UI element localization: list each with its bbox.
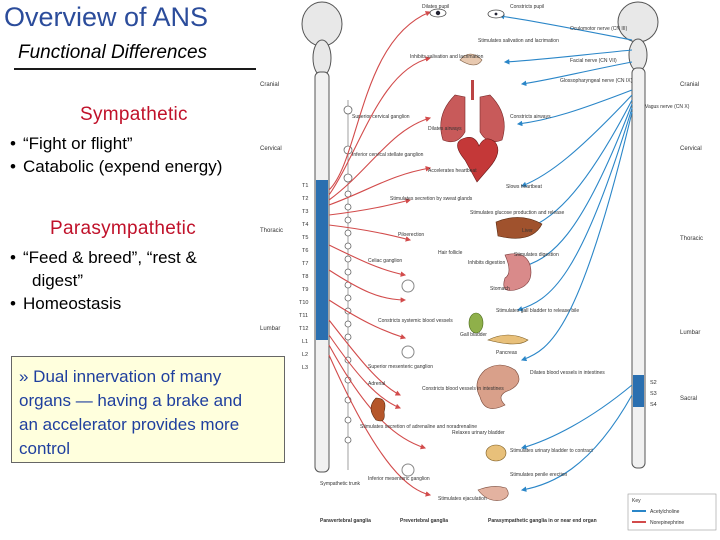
effect-label: Dilates pupil xyxy=(422,4,450,10)
region-label: Cranial xyxy=(680,82,700,88)
callout-line: an accelerator provides more xyxy=(19,415,240,434)
segment-label: T8 xyxy=(302,274,309,280)
segment-label: S3 xyxy=(650,391,657,397)
parasympathetic-heading: Parasympathetic xyxy=(50,218,197,239)
sympathetic-bullet: • Catabolic (expend energy) xyxy=(10,155,222,178)
effect-label: Constricts pupil xyxy=(510,4,545,10)
ganglion-label: Superior cervical ganglion xyxy=(352,114,410,120)
ganglion-label: Sympathetic trunk xyxy=(320,481,361,487)
region-label: Lumbar xyxy=(680,330,701,336)
right-spinal-cord xyxy=(618,2,658,468)
sympathetic-pathways xyxy=(329,12,430,495)
dual-innervation-callout xyxy=(11,356,285,463)
ganglion-label: Inferior cervical stellate ganglion xyxy=(352,152,424,158)
right-region-labels xyxy=(680,82,703,402)
nerve-label: Facial nerve (CN VII) xyxy=(570,58,617,64)
effect-label: Relaxes urinary bladder xyxy=(452,430,505,436)
region-label: Lumbar xyxy=(260,326,281,332)
effect-label: Dilates airways xyxy=(428,126,462,132)
legend-title: Key xyxy=(632,498,641,504)
effect-label: Inhibits salivation and lacrimation xyxy=(410,54,484,60)
segment-label: T3 xyxy=(302,209,309,215)
effect-label: Dilates blood vessels in intestines xyxy=(530,370,605,376)
segment-label: T1 xyxy=(302,183,309,189)
ganglion-label: Inferior mesenteric ganglion xyxy=(368,476,430,482)
lungs-icon xyxy=(441,95,505,142)
effect-label: Inhibits digestion xyxy=(468,260,506,266)
organ-label: Gall bladder xyxy=(460,332,487,338)
effect-label: Stimulates digestion xyxy=(514,252,559,258)
ganglion-icon xyxy=(402,346,414,358)
effect-label: Stimulates salivation and lacrimation xyxy=(478,38,559,44)
effect-label: Constricts systemic blood vessels xyxy=(378,318,453,324)
sympathetic-effect-labels xyxy=(360,4,505,502)
nerve-label: Vagus nerve (CN X) xyxy=(645,104,690,110)
ganglion-icon xyxy=(402,464,414,476)
effect-label: Constricts blood vessels in intestines xyxy=(422,386,504,392)
liver-icon xyxy=(496,217,542,238)
region-label: Thoracic xyxy=(260,228,284,234)
effect-label: Slows heartbeat xyxy=(506,184,542,190)
callout-line: organs — having a brake and xyxy=(19,391,243,410)
sympathetic-bullet: • “Fight or flight” xyxy=(10,132,222,155)
callout-line: » Dual innervation of many xyxy=(19,367,222,386)
effect-label: Accelerates heartbeat xyxy=(428,168,477,174)
left-region-labels xyxy=(260,82,283,332)
segment-label: L1 xyxy=(302,339,309,345)
slide-subtitle: Functional Differences xyxy=(18,42,208,63)
bottom-labels xyxy=(320,518,597,524)
legend xyxy=(628,494,716,530)
bottom-label: Parasympathetic ganglia in or near end organ xyxy=(488,518,597,524)
effect-label: Stimulates glucose production and release xyxy=(470,210,565,216)
parasympathetic-bullet: • Homeostasis xyxy=(10,292,197,315)
parasympathetic-bullets xyxy=(10,246,197,315)
ganglion-label: Superior mesenteric ganglion xyxy=(368,364,434,370)
effect-label: Stimulates gall bladder to release bile xyxy=(496,308,580,314)
effect-label: Stimulates urinary bladder to contract xyxy=(510,448,593,454)
sympathetic-bullets xyxy=(10,132,222,178)
callout-line: control xyxy=(19,439,71,458)
segment-label: S2 xyxy=(650,380,657,386)
region-label: Cervical xyxy=(260,146,282,152)
segment-label: T10 xyxy=(299,300,309,306)
organ-label: Pancreas xyxy=(496,350,518,356)
legend-item: Acetylcholine xyxy=(650,509,680,515)
heart-icon xyxy=(458,137,498,182)
segment-label: L3 xyxy=(302,365,309,371)
region-label: Sacral xyxy=(680,396,698,402)
segment-label: T5 xyxy=(302,235,309,241)
pancreas-icon xyxy=(488,335,528,344)
ganglion-labels xyxy=(320,114,433,487)
parasympathetic-bullet-continued: digest” xyxy=(32,271,84,290)
segment-label: T12 xyxy=(299,326,309,332)
gall-bladder-icon xyxy=(469,313,483,333)
subtitle-underline xyxy=(14,68,256,70)
adrenal-kidney-icon xyxy=(371,398,385,421)
organ-label: Stomach xyxy=(490,286,510,292)
region-label: Cranial xyxy=(260,82,280,88)
region-label: Thoracic xyxy=(680,236,704,242)
effect-label: Stimulates secretion of adrenaline and noradrenaline xyxy=(360,424,478,430)
slide-title: Overview of ANS xyxy=(4,2,209,32)
segment-label: T6 xyxy=(302,248,309,254)
organ-label: Liver xyxy=(522,228,533,234)
bottom-label: Prevertebral ganglia xyxy=(400,518,449,524)
effect-label: Stimulates penile erection xyxy=(510,472,568,478)
nerve-label: Oculomotor nerve (CN III) xyxy=(570,26,628,32)
nerve-label: Glossopharyngeal nerve (CN IX) xyxy=(560,78,633,84)
legend-item: Norepinephrine xyxy=(650,520,685,526)
ganglion-label: Celiac ganglion xyxy=(368,258,403,264)
segment-label: T11 xyxy=(299,313,309,319)
segment-label: T4 xyxy=(302,222,309,228)
region-label: Cervical xyxy=(680,146,702,152)
effect-label: Constricts airways xyxy=(510,114,551,120)
segment-label: T7 xyxy=(302,261,309,267)
ganglion-icon xyxy=(402,280,414,292)
parasympathetic-bullet: • “Feed & breed”, “rest & xyxy=(10,246,197,269)
effect-label: Stimulates secretion by sweat glands xyxy=(390,196,473,202)
ans-diagram xyxy=(260,0,720,540)
segment-label: T9 xyxy=(302,287,309,293)
effect-label: Stimulates ejaculation xyxy=(438,496,487,502)
bottom-label: Paravertebral ganglia xyxy=(320,518,371,524)
segment-label: S4 xyxy=(650,402,657,408)
segment-label: T2 xyxy=(302,196,309,202)
sympathetic-heading: Sympathetic xyxy=(80,104,188,125)
segment-label: L2 xyxy=(302,352,309,358)
effect-label: Hair follicle xyxy=(438,250,463,256)
effect-label: Piloerection xyxy=(398,232,425,238)
effect-label: Adrenal xyxy=(368,381,386,387)
stomach-icon xyxy=(504,254,531,291)
bladder-icon xyxy=(486,445,506,461)
